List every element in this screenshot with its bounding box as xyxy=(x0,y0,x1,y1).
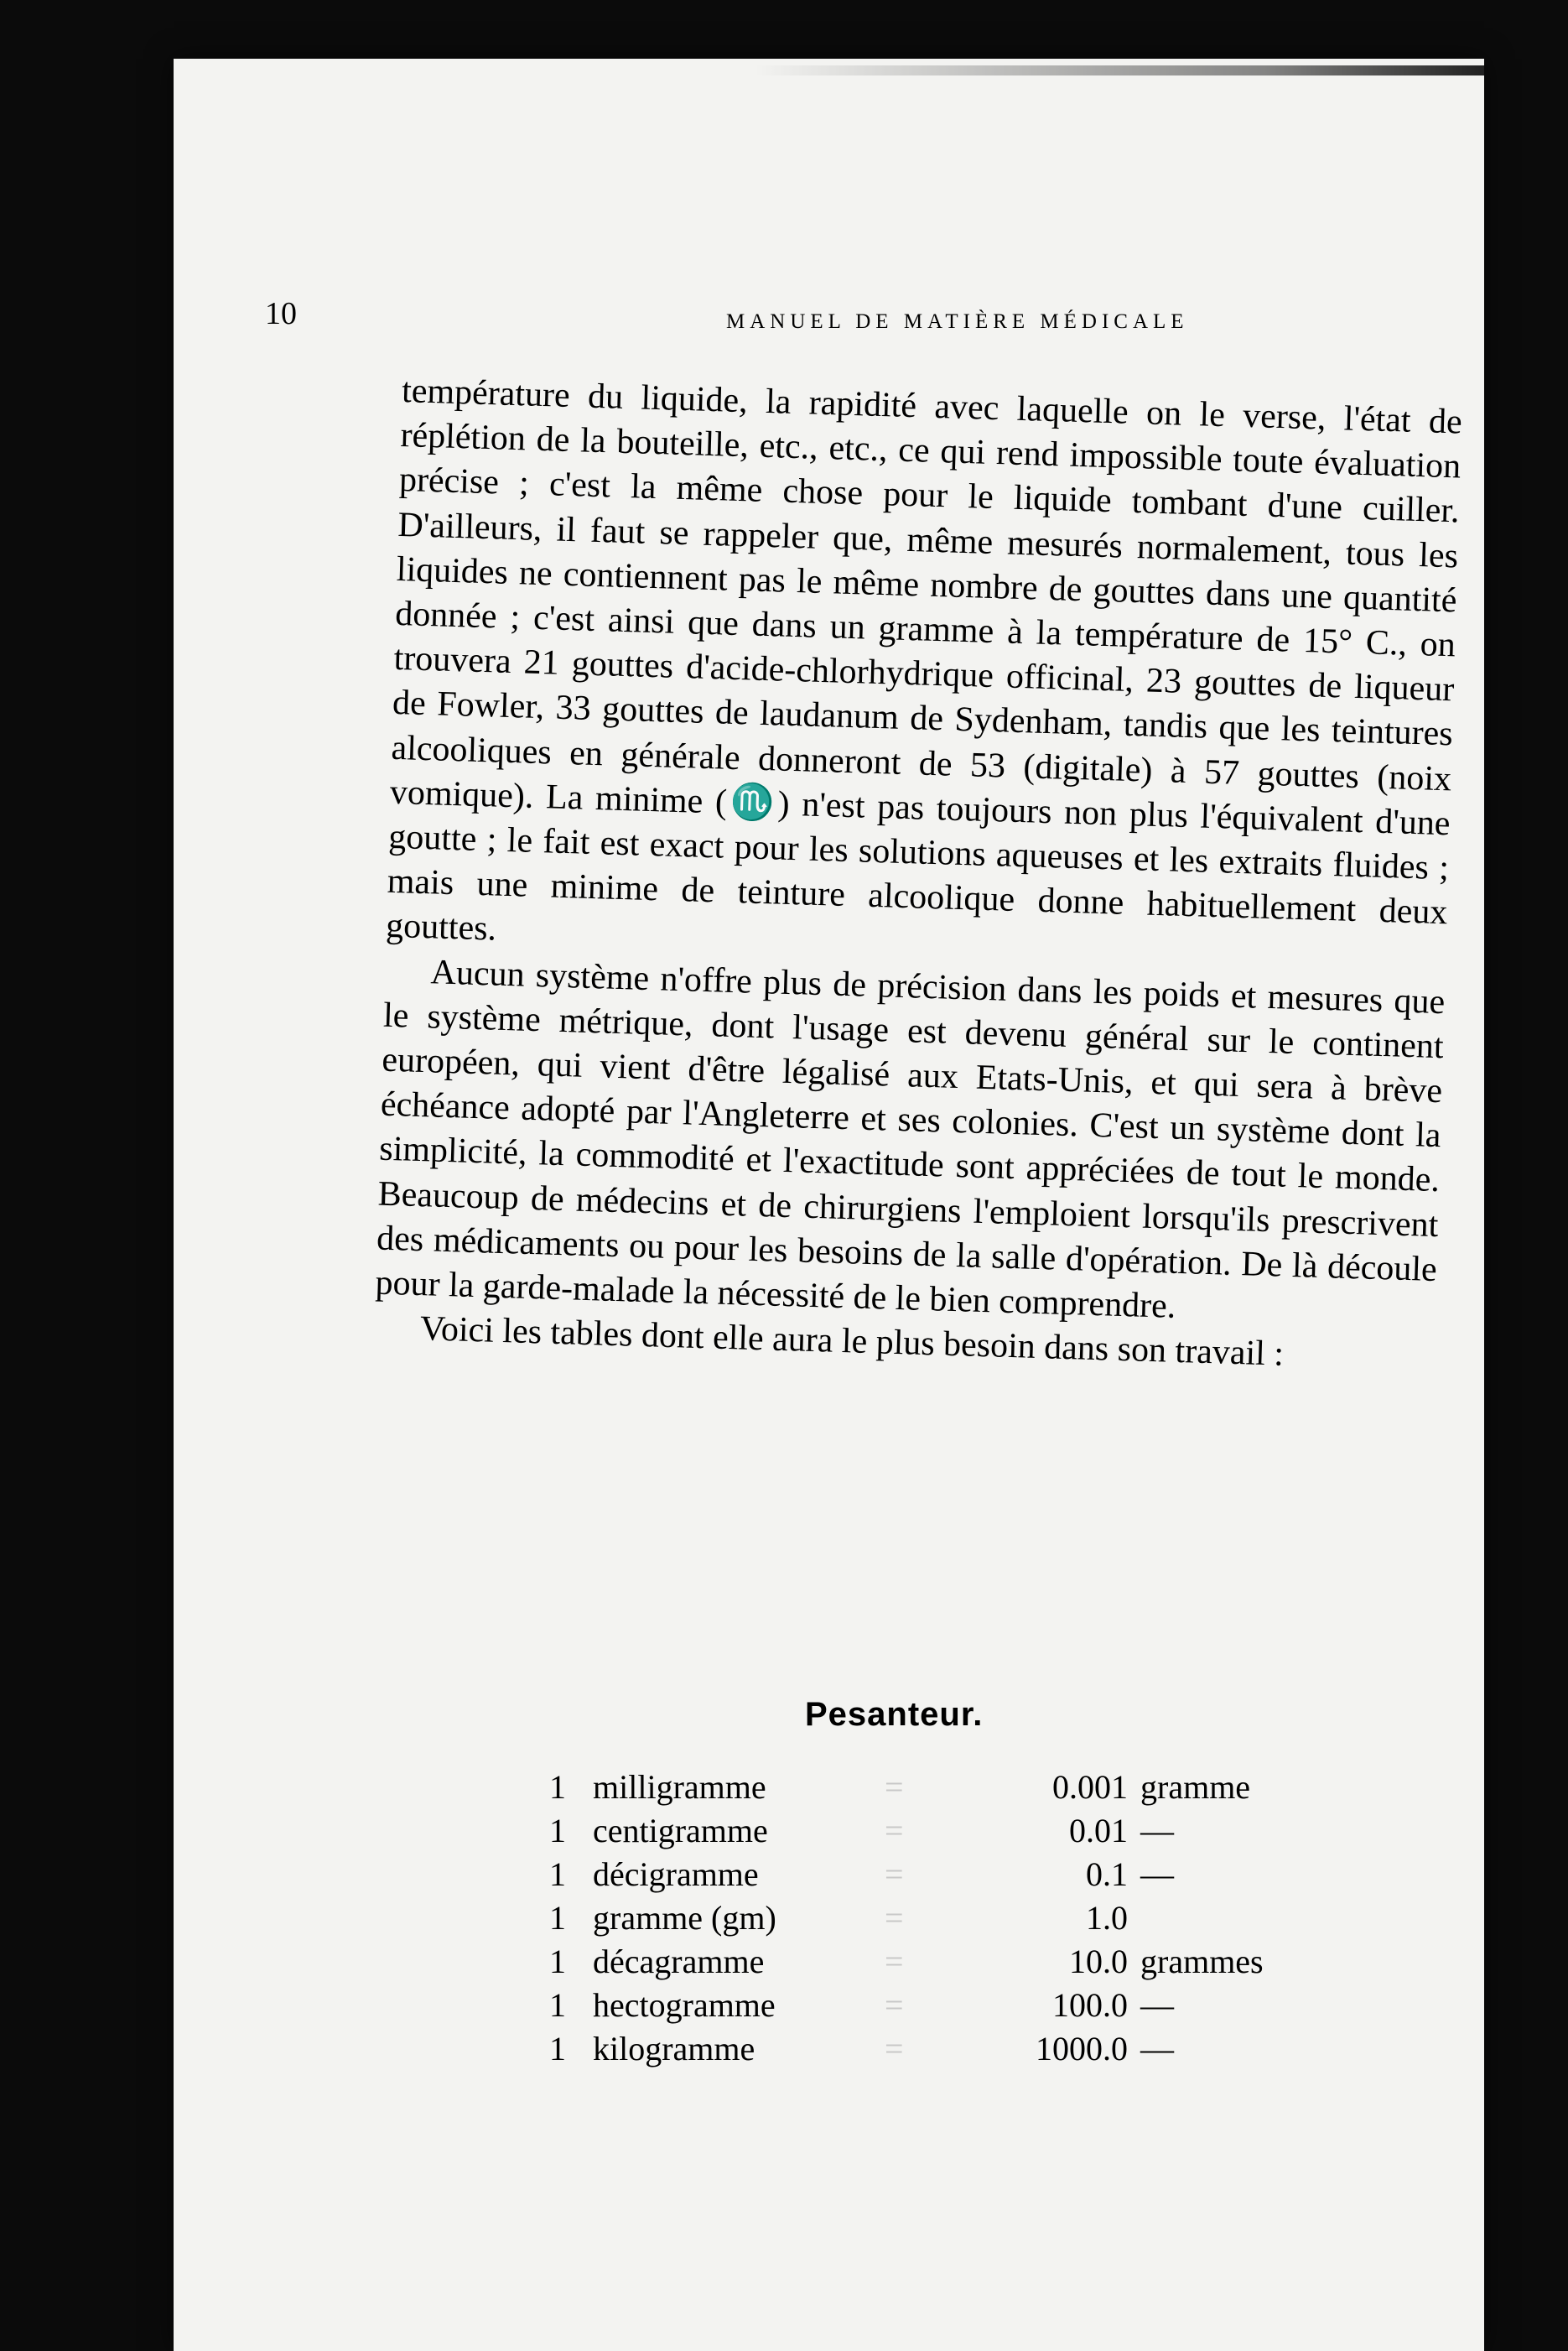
paragraph: température du liquide, la rapidité avec laquelle on le verse, l'état de réplétion de la bouteille, etc., etc., ce qui rend impossible toute évaluation précise ; c'est la même chose pour le liquide tombant d'une cuiller. D'ailleurs, il faut se rappeler que, même mesurés normalement, tous les liquides ne contiennent pas le même nombre de gouttes dans une quantité donnée ; c'est ainsi que dans un gramme à la température de 15° C., on trouvera 21 gouttes d'acide-chlorhydrique officinal, 23 gouttes de liqueur de Fowler, 33 gouttes de laudanum de Sydenham, tandis que les teintures alcooliques en générale donneront de 53 (digitale) à 57 gouttes (noix vomique). La minime (♏) n'est pas toujours non plus l'équivalent d'une goutte ; le fait est exact pour les solutions aqueuses et les extraits fluides ; mais une minime de teinture alcoolique donne habituellement deux gouttes. xyxy=(385,371,1463,949)
table-row xyxy=(549,1896,1304,1940)
body-text xyxy=(373,369,1462,1381)
row-value: 0.1 xyxy=(1086,1855,1128,1893)
row-value: 0.01 xyxy=(1069,1812,1128,1849)
weights-table xyxy=(549,1766,1304,2071)
table-row xyxy=(549,1984,1304,2027)
row-unit: décagramme xyxy=(593,1943,765,1980)
row-result-unit: — xyxy=(1140,2030,1174,2068)
row-unit: milligramme xyxy=(593,1768,766,1806)
row-value: 0.001 xyxy=(1052,1768,1128,1806)
table-title: Pesanteur. xyxy=(805,1696,984,1733)
row-value: 10.0 xyxy=(1069,1943,1128,1980)
row-quantity: 1 xyxy=(549,1768,566,1806)
table-row xyxy=(549,2027,1304,2071)
row-value: 1.0 xyxy=(1086,1899,1128,1937)
page-number: 10 xyxy=(265,296,297,331)
row-value: 1000.0 xyxy=(1036,2030,1128,2068)
row-unit: décigramme xyxy=(593,1855,759,1893)
row-equals: = xyxy=(885,1812,904,1849)
row-result-unit: — xyxy=(1140,1986,1174,2024)
row-value: 100.0 xyxy=(1052,1986,1128,2024)
table-row xyxy=(549,1940,1304,1984)
row-unit: hectogramme xyxy=(593,1986,776,2024)
paragraph: Aucun système n'offre plus de précision dans les poids et mesures que le système métrique, dont l'usage est devenu général sur le continent européen, qui vient d'être légalisé aux Etats-Unis, et qui sera à brève échéance adopté par l'Angleterre et ses colonies. C'est un système dont la simplicité, la commodité et l'exactitude sont appréciées de tout le monde. Beaucoup de médecins et de chirurgiens l'emploient lorsqu'ils prescrivent des médicaments ou pour les besoins de la salle d'opération. De là découle pour la garde-malade la nécessité de le bien comprendre. xyxy=(374,952,1446,1326)
row-result-unit: — xyxy=(1140,1855,1174,1893)
row-equals: = xyxy=(885,1899,904,1937)
page-header xyxy=(265,295,1439,346)
row-equals: = xyxy=(885,2030,904,2068)
row-unit: centigramme xyxy=(593,1812,768,1849)
table-row xyxy=(549,1766,1304,1809)
row-equals: = xyxy=(885,1986,904,2024)
row-unit: gramme (gm) xyxy=(593,1899,776,1937)
running-title: MANUEL DE MATIÈRE MÉDICALE xyxy=(726,310,1189,333)
row-quantity: 1 xyxy=(549,1899,566,1937)
page-edge-shadow xyxy=(755,65,1484,75)
row-result-unit: gramme xyxy=(1140,1768,1251,1806)
row-unit: kilogramme xyxy=(593,2030,755,2068)
row-equals: = xyxy=(885,1768,904,1806)
row-quantity: 1 xyxy=(549,1812,566,1849)
row-quantity: 1 xyxy=(549,1986,566,2024)
row-quantity: 1 xyxy=(549,2030,566,2068)
table-row xyxy=(549,1853,1304,1896)
row-equals: = xyxy=(885,1943,904,1980)
paragraph: Voici les tables dont elle aura le plus besoin dans son travail : xyxy=(419,1309,1285,1374)
row-equals: = xyxy=(885,1855,904,1893)
row-quantity: 1 xyxy=(549,1943,566,1980)
table-row xyxy=(549,1809,1304,1853)
row-result-unit: — xyxy=(1140,1812,1174,1849)
row-result-unit: grammes xyxy=(1140,1943,1264,1980)
row-quantity: 1 xyxy=(549,1855,566,1893)
